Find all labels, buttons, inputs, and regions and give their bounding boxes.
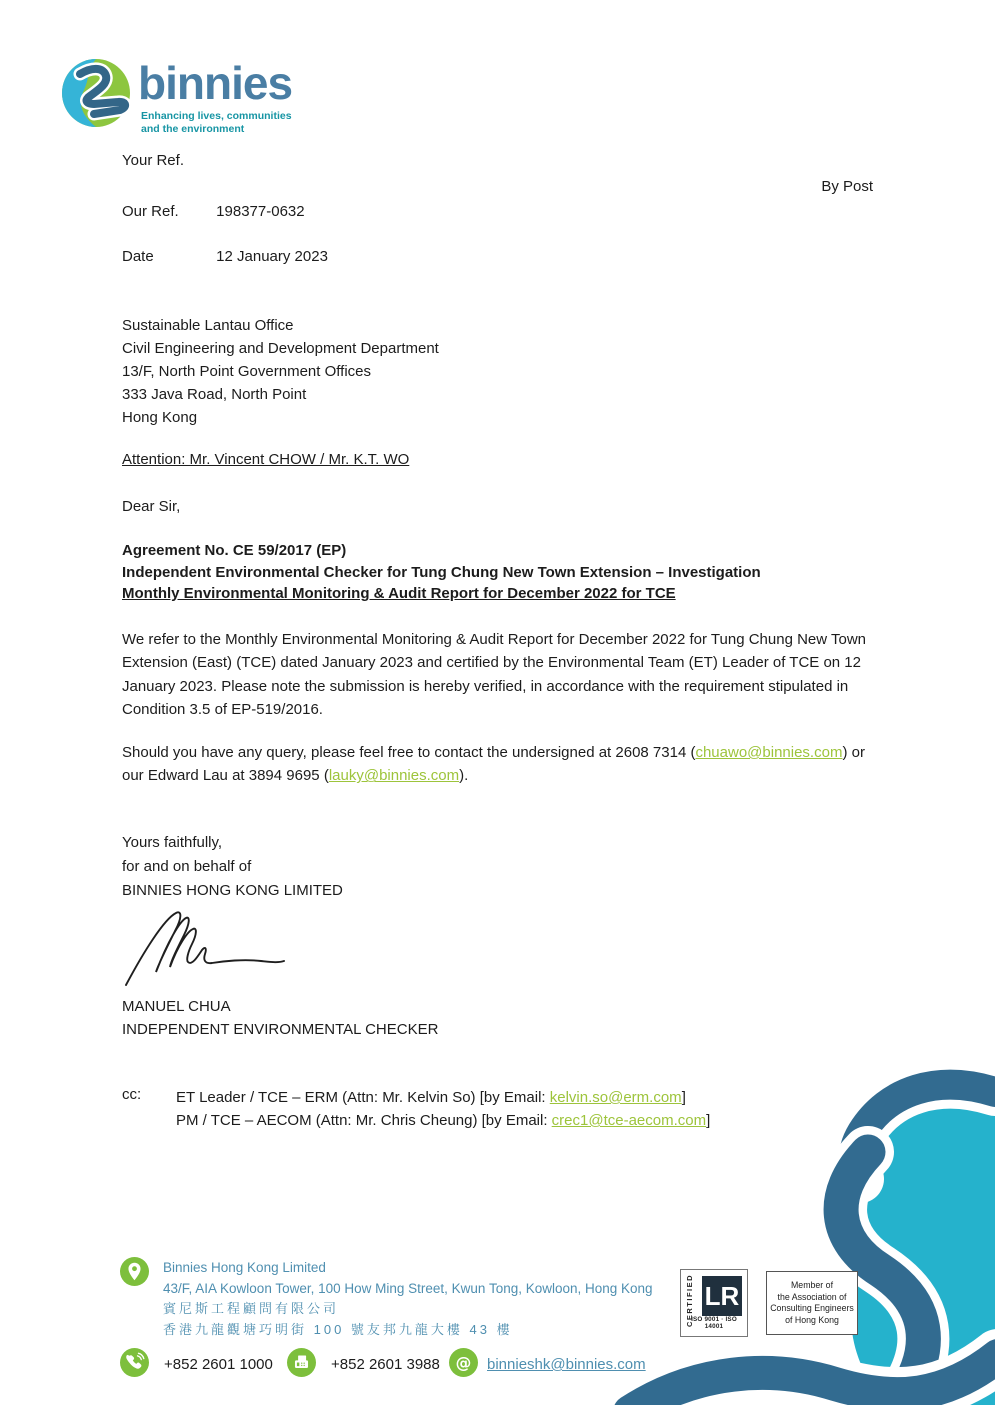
cc-item: PM / TCE – AECOM (Attn: Mr. Chris Cheung) [by Email: crec1@tce-aecom.com] [176, 1112, 711, 1129]
para2-text: ). [459, 767, 469, 785]
email-at-icon [449, 1348, 478, 1377]
body-paragraph-2 [122, 741, 880, 788]
your-ref-label: Your Ref. [122, 152, 184, 169]
lr-iso-text: ISO 9001 · ISO 14001 [691, 1316, 737, 1330]
address-line: Hong Kong [122, 409, 198, 426]
ace-member-badge: Member of the Association of Consulting Engineers of Hong Kong [766, 1271, 858, 1335]
subject-line-2: Independent Environmental Checker for Tung Chung New Town Extension – Investigation [122, 563, 761, 581]
closing-line: Yours faithfully, [122, 834, 223, 851]
our-ref-row [122, 203, 305, 220]
address-line: Civil Engineering and Development Department [122, 340, 439, 357]
cc-list [176, 1086, 710, 1132]
lr-certified-badge [680, 1269, 748, 1337]
phone-icon [120, 1348, 149, 1377]
salutation: Dear Sir, [122, 498, 181, 515]
footer-company: Binnies Hong Kong Limited [163, 1260, 326, 1275]
para2-text: Should you have any query, please feel free to contact the undersigned at 2608 7314 ( [122, 744, 696, 761]
footer-address-zh1: 賓尼斯工程顧問有限公司 [163, 1301, 340, 1316]
signer-name: MANUEL CHUA [122, 998, 231, 1015]
subject-line-3: Monthly Environmental Monitoring & Audit Report for December 2022 for TCE [122, 585, 676, 602]
date-label: Date [122, 248, 154, 265]
footer-email-link[interactable]: binnieshk@binnies.com [487, 1356, 646, 1373]
closing-block [122, 831, 343, 903]
footer-fax: +852 2601 3988 [331, 1356, 440, 1373]
subject-line-1: Agreement No. CE 59/2017 (EP) [122, 542, 347, 559]
date-row [122, 248, 328, 265]
recipient-address [122, 314, 439, 429]
location-pin-icon [120, 1257, 149, 1286]
para2-text: ) or our Edward Lau at 3894 9695 ( [122, 744, 865, 785]
signature-image [118, 903, 303, 995]
closing-line: BINNIES HONG KONG LIMITED [122, 882, 343, 899]
signer-title: INDEPENDENT ENVIRONMENTAL CHECKER [122, 1021, 439, 1038]
subject-block [122, 540, 761, 605]
attention-line: Attention: Mr. Vincent CHOW / Mr. K.T. WO [122, 451, 410, 468]
cc-item: ET Leader / TCE – ERM (Attn: Mr. Kelvin So) [by Email: kelvin.so@erm.com] [176, 1089, 686, 1106]
binnies-logo-icon [60, 52, 132, 134]
lr-logo: LR [702, 1276, 742, 1316]
email-link-lauky[interactable]: lauky@binnies.com [328, 767, 460, 785]
address-line: 333 Java Road, North Point [122, 386, 307, 403]
address-line: 13/F, North Point Government Offices [122, 363, 372, 380]
your-ref-row [122, 152, 212, 169]
our-ref-value: 198377-0632 [216, 203, 305, 220]
footer-address-en: 43/F, AIA Kowloon Tower, 100 How Ming Street, Kwun Tong, Kowloon, Hong Kong [163, 1280, 653, 1296]
footer-phone: +852 2601 1000 [164, 1356, 273, 1373]
email-link-kelvin[interactable]: kelvin.so@erm.com [549, 1089, 682, 1106]
lr-certified-text: CERTIFIED [685, 1273, 695, 1328]
body-paragraph-1: We refer to the Monthly Environmental Monitoring & Audit Report for December 2022 for Tung Chung New Town Extension (East) (TCE) dated January 2023 and certified by the Environmental Team (ET) Leader of TCE on 12 January 2023. Please note the submission is hereby verified, in accordance with the requirement stipulated in Condition 3.5 of EP-519/2016. [122, 631, 866, 718]
footer-address-block [163, 1258, 653, 1340]
our-ref-label: Our Ref. [122, 203, 179, 220]
footer-address-zh2: 香港九龍觀塘巧明街 100 號友邦九龍大樓 43 樓 [163, 1321, 513, 1337]
email-link-chuawo[interactable]: chuawo@binnies.com [695, 744, 843, 761]
fax-icon [287, 1348, 316, 1377]
binnies-tagline: Enhancing lives, communities and the environment [141, 110, 292, 135]
binnies-logo [60, 52, 380, 147]
by-post-note: By Post [821, 178, 873, 195]
binnies-wordmark: binnies [138, 57, 293, 109]
signer-block [122, 995, 438, 1041]
email-link-crec1[interactable]: crec1@tce-aecom.com [551, 1112, 707, 1129]
date-value: 12 January 2023 [216, 248, 328, 265]
svg-text:@: @ [455, 1353, 472, 1373]
cc-label: cc: [122, 1086, 142, 1103]
address-line: Sustainable Lantau Office [122, 317, 294, 334]
closing-line: for and on behalf of [122, 858, 252, 875]
